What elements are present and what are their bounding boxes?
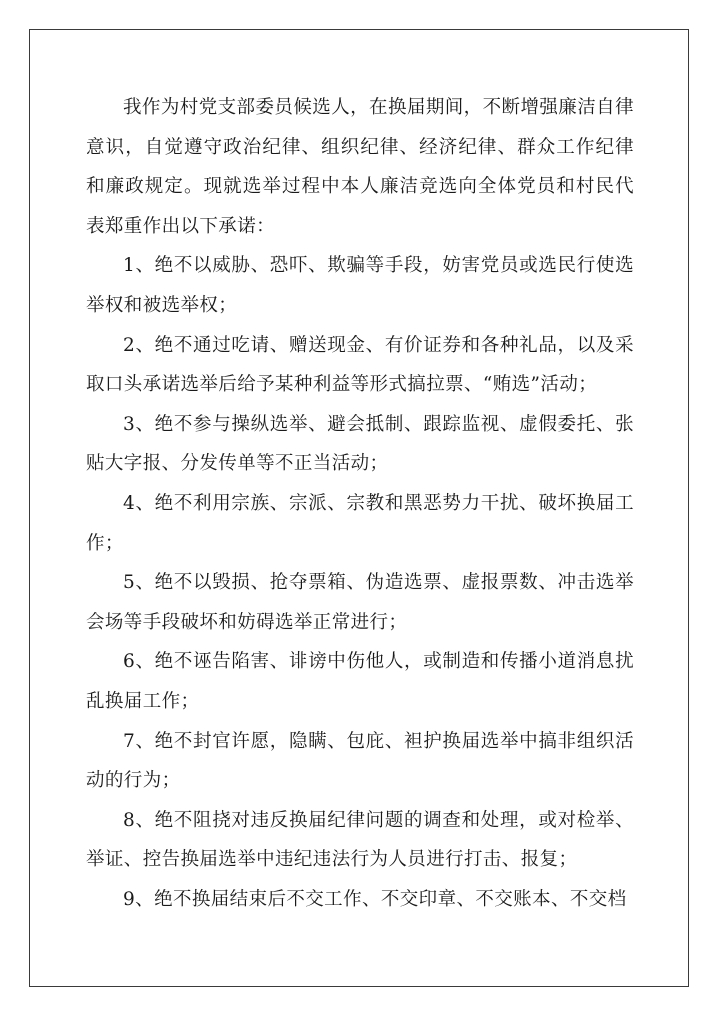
commitment-item-8: 8、绝不阻挠对违反换届纪律问题的调查和处理，或对检举、举证、控告换届选举中违纪违法行为人员进行打击、报复； — [86, 809, 634, 871]
document-body — [86, 88, 634, 919]
commitment-item-1: 1、绝不以威胁、恐吓、欺骗等手段，妨害党员或选民行使选举权和被选举权； — [86, 255, 634, 316]
commitment-item-5: 5、绝不以毁损、抢夺票箱、伪造选票、虚报票数、冲击选举会场等手段破坏和妨碍选举正常进行； — [86, 572, 634, 633]
commitment-item-6: 6、绝不诬告陷害、诽谤中伤他人，或制造和传播小道消息扰乱换届工作； — [86, 651, 634, 712]
commitment-item-3: 3、绝不参与操纵选举、避会抵制、跟踪监视、虚假委托、张贴大字报、分发传单等不正当活动； — [86, 413, 634, 475]
commitment-item-7: 7、绝不封官许愿，隐瞒、包庇、袒护换届选举中搞非组织活动的行为； — [86, 730, 634, 792]
commitment-item-9: 9、绝不换届结束后不交工作、不交印章、不交账本、不交档 — [123, 888, 627, 910]
intro-paragraph: 我作为村党支部委员候选人，在换届期间，不断增强廉洁自律意识，自觉遵守政治纪律、组织纪律、经济纪律、群众工作纪律和廉政规定。现就选举过程中本人廉洁竞选向全体党员和村民代表郑重作出以下承诺： — [86, 97, 634, 237]
commitment-item-2: 2、绝不通过吃请、赠送现金、有价证券和各种礼品，以及采取口头承诺选举后给予某种利益等形式搞拉票、“贿选”活动； — [86, 334, 634, 396]
commitment-item-4: 4、绝不利用宗族、宗派、宗教和黑恶势力干扰、破坏换届工作； — [86, 492, 634, 554]
